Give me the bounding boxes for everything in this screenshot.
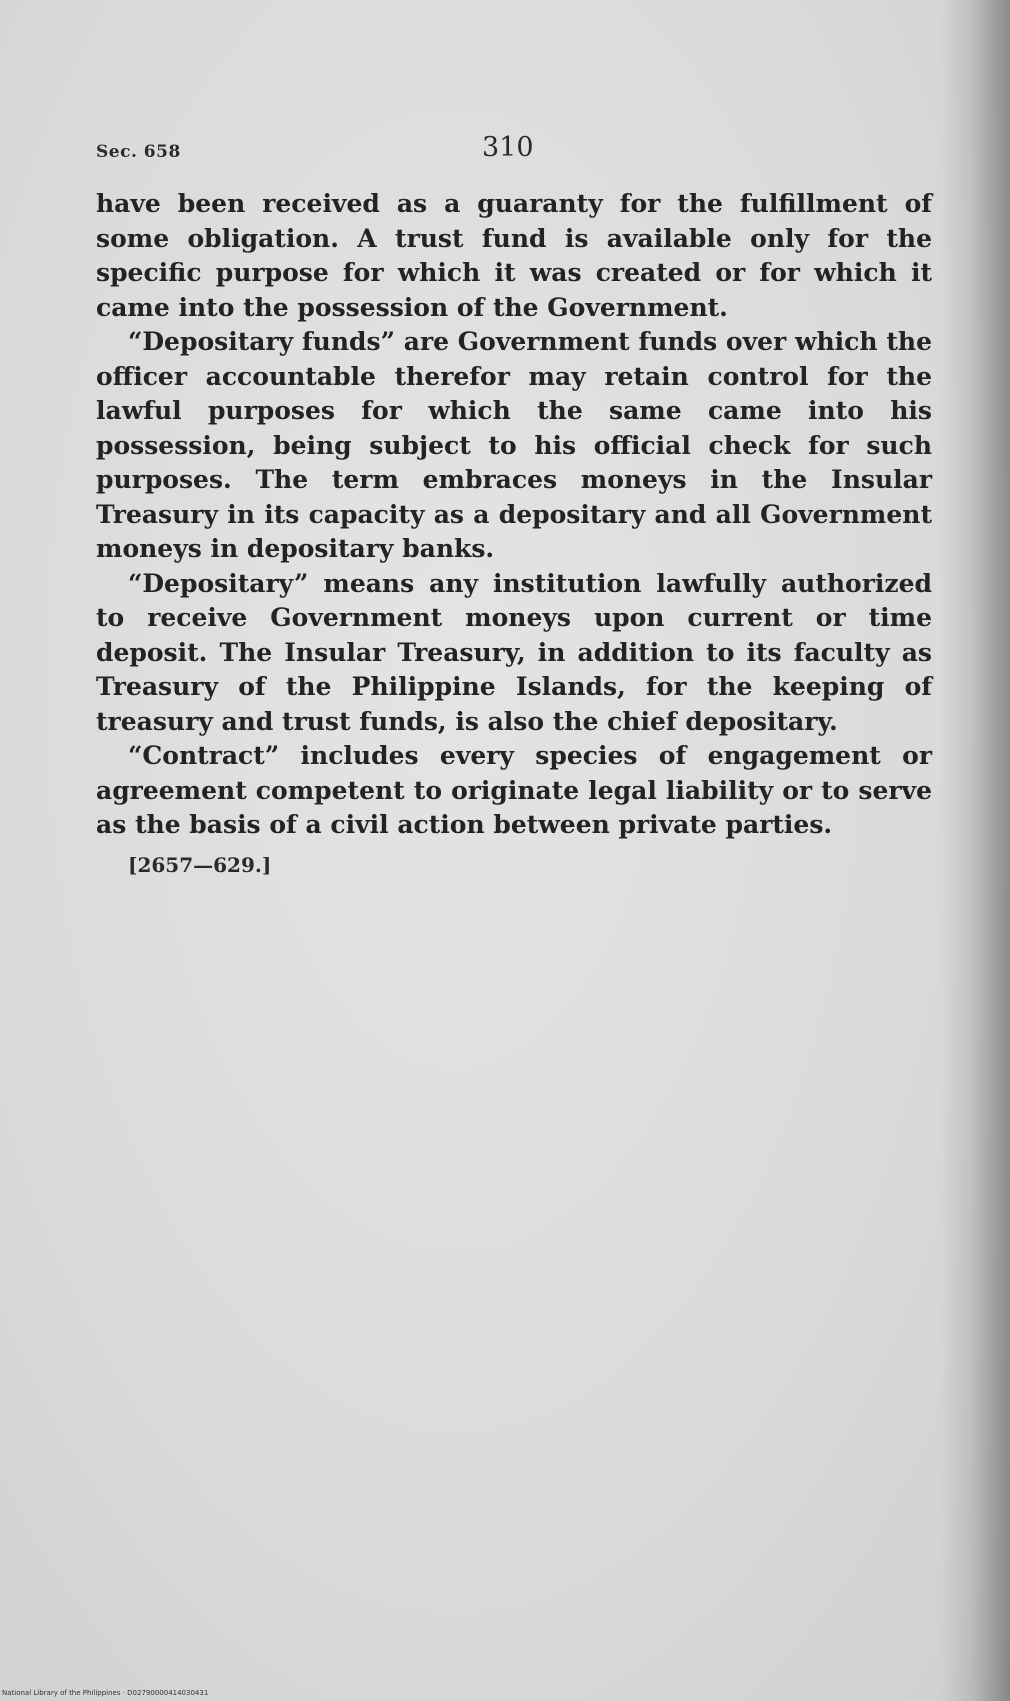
page-edge-shadow xyxy=(940,0,1010,1701)
paragraph-depositary: “Depositary” means any institution lawfully authorized to receive Government moneys upon current or time deposit. The Insular Treasury, in addition to its faculty as Treasury of the Philippine Islands, for the keeping of treasury and trust funds, is also the chief depositary. xyxy=(96,568,932,736)
body-text xyxy=(96,187,932,843)
statute-citation: [2657—629.] xyxy=(128,853,272,877)
paragraph-depositary-funds: “Depositary funds” are Government funds over which the officer accountable therefor may retain control for the lawful purposes for which the same came into his possession, being subject to his official check for such purposes. The term embraces moneys in the Insular Treasury in its capacity as a depositary and all Government moneys in depositary banks. xyxy=(96,327,932,563)
section-label: Sec. 658 xyxy=(96,142,181,162)
page-number: 310 xyxy=(482,132,534,163)
paragraph-contract: “Contract” includes every species of engagement or agreement competent to originate legal liability or to serve as the basis of a civil action between private parties. xyxy=(96,741,932,839)
page-header xyxy=(96,132,932,172)
paragraph-trust-fund-continuation: have been received as a guaranty for the fulfillment of some obligation. A trust fund is available only for the specific purpose for which it was created or for which it came into the possession of the Government. xyxy=(96,189,932,322)
footer-credit: National Library of the Philippines · D02790000414030431 xyxy=(2,1689,209,1697)
